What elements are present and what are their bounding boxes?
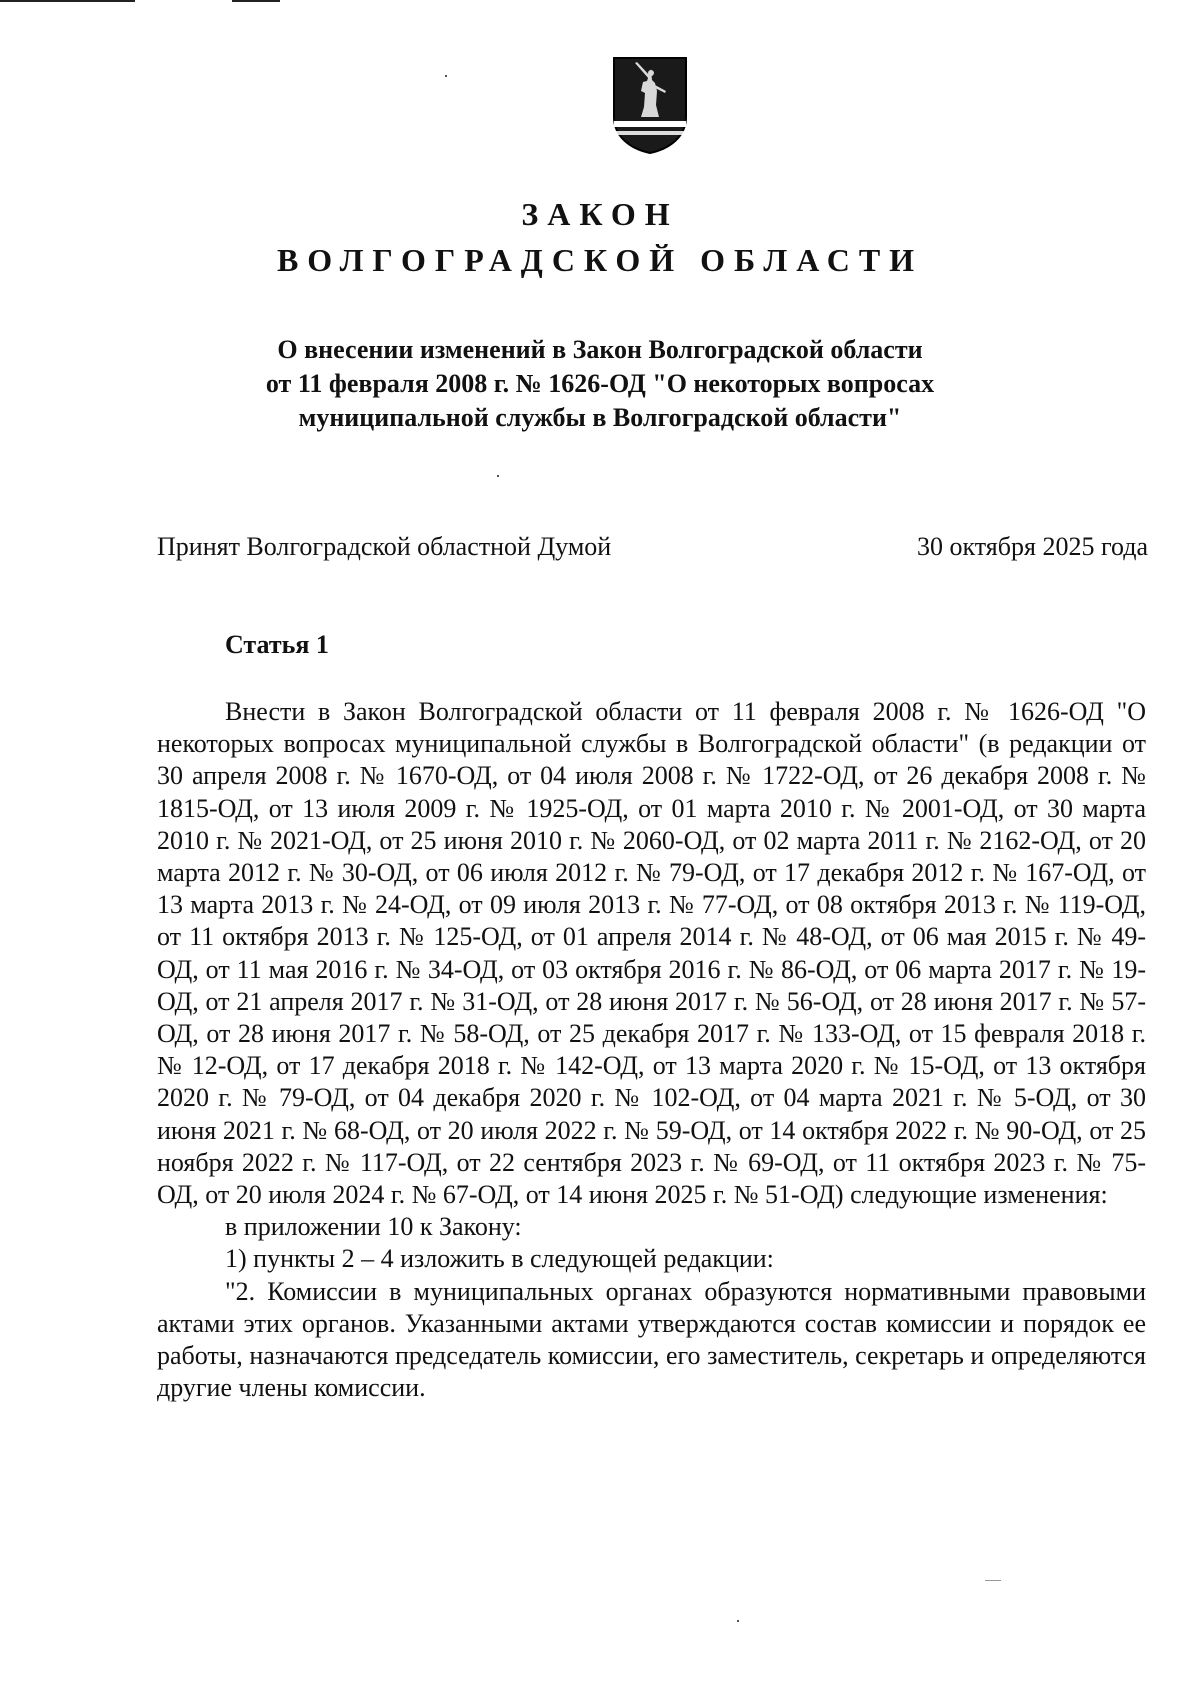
volgograd-coat-of-arms-icon (611, 55, 689, 155)
scan-speck (497, 475, 499, 477)
law-heading-line: муниципальной службы в Волгоградской области" (298, 403, 902, 432)
article-main-paragraph: Внести в Закон Волгоградской области от 11 февраля 2008 г. № 1626-ОД "О некоторых вопросах муниципальной службы в Волгоградской области" (в редакции от 30 апреля 2008 г. № 1670-ОД, от 04 июля 2008 г. № 1722-ОД, от 26 декабря 2008 г. № 1815-ОД, от 13 июля 2009 г. № 1925-ОД, от 01 марта 2010 г. № 2001-ОД, от 30 марта 2010 г. № 2021-ОД, от 25 июня 2010 г. № 2060-ОД, от 02 марта 2011 г. № 2162-ОД, от 20 марта 2012 г. № 30-ОД, от 06 июля 2012 г. № 79-ОД, от 17 декабря 2012 г. № 167-ОД, от 13 марта 2013 г. № 24-ОД, от 09 июля 2013 г. № 77-ОД, от 08 октября 2013 г. № 119-ОД, от 11 октября 2013 г. № 125-ОД, от 01 апреля 2014 г. № 48-ОД, от 06 мая 2015 г. № 49-ОД, от 11 мая 2016 г. № 34-ОД, от 03 октября 2016 г. № 86-ОД, от 06 марта 2017 г. № 19-ОД, от 21 апреля 2017 г. № 31-ОД, от 28 июня 2017 г. № 56-ОД, от 28 июня 2017 г. № 57-ОД, от 28 июня 2017 г. № 58-ОД, от 25 декабря 2017 г. № 133-ОД, от 15 февраля 2018 г. № 12-ОД, от 17 декабря 2018 г. № 142-ОД, от 13 марта 2020 г. № 15-ОД, от 13 октября 2020 г. № 79-ОД, от 04 декабря 2020 г. № 102-ОД, от 04 марта 2021 г. № 5-ОД, от 30 июня 2021 г. № 68-ОД, от 20 июля 2022 г. № 59-ОД, от 14 октября 2022 г. № 90-ОД, от 25 ноября 2022 г. № 117-ОД, от 22 сентября 2023 г. № 69-ОД, от 11 октября 2023 г. № 75-ОД, от 20 июля 2024 г. № 67-ОД, от 14 июня 2025 г. № 51-ОД) следующие изменения: (157, 697, 1146, 1210)
scan-edge-mark (232, 0, 280, 2)
document-subtitle: ВОЛГОГРАДСКОЙ ОБЛАСТИ (276, 242, 924, 278)
appendix-line: в приложении 10 к Закону: (225, 1212, 522, 1242)
article-title: Статья 1 (225, 630, 329, 659)
item-line: 1) пункты 2 – 4 изложить в следующей редакции: (225, 1244, 774, 1274)
scan-edge-mark (0, 0, 135, 2)
law-heading-line: О внесении изменений в Закон Волгоградской области (277, 335, 923, 364)
scan-speck (737, 1620, 739, 1622)
article-body (157, 696, 1146, 1404)
document-title: ЗАКОН (521, 196, 679, 232)
law-heading (0, 333, 1200, 435)
scan-speck (985, 1580, 1001, 1581)
scan-speck (445, 75, 447, 77)
adoption-date: 30 октября 2025 года (917, 532, 1148, 561)
adoption-body: Принят Волгоградской областной Думой (157, 532, 612, 561)
law-heading-line: от 11 февраля 2008 г. № 1626-ОД "О некоторых вопросах (265, 369, 935, 398)
point-2-paragraph: "2. Комиссии в муниципальных органах образуются нормативными правовыми актами этих органов. Указанными актами утверждаются состав комиссии и порядок ее работы, назначаются председатель комиссии, его заместитель, секретарь и определяются другие члены комиссии. (157, 1276, 1146, 1403)
